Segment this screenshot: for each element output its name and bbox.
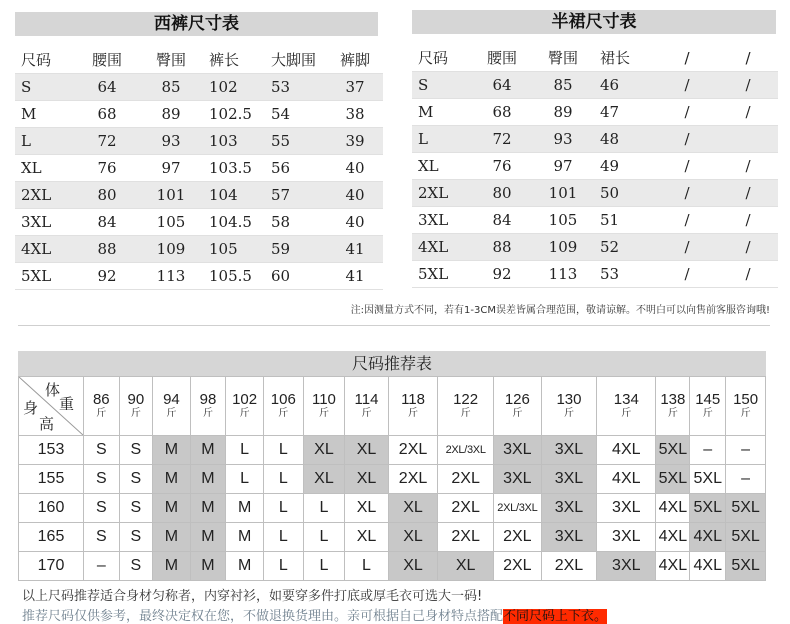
skirt-header-cell: 臀围 (532, 45, 594, 72)
skirt-cell: 92 (472, 261, 532, 288)
pants-cell: 80 (75, 182, 139, 209)
pants-cell: 102.5 (203, 101, 265, 128)
pants-cell: 84 (75, 209, 139, 236)
weight-unit: 斤 (130, 408, 141, 419)
size-cell: S (119, 436, 153, 465)
pants-cell: 97 (139, 155, 203, 182)
height-cell: 160 (19, 494, 84, 523)
skirt-cell: 5XL (412, 261, 472, 288)
skirt-cell: / (718, 207, 778, 234)
size-cell: M (153, 494, 191, 523)
size-cell: L (226, 465, 264, 494)
weight-header-cell (345, 377, 389, 436)
size-cell: 3XL (597, 552, 656, 581)
weight-unit: 斤 (96, 408, 107, 419)
size-cell: L (263, 552, 303, 581)
size-cell: 2XL (438, 523, 494, 552)
weight-header-cell (153, 377, 191, 436)
skirt-cell: 51 (594, 207, 656, 234)
pants-table-title: 西裤尺寸表 (15, 12, 378, 36)
pants-row (15, 74, 383, 101)
size-cell: XL (303, 465, 345, 494)
skirt-cell: / (656, 180, 718, 207)
pants-cell: 37 (327, 74, 383, 101)
weight-value: 145 (695, 391, 721, 408)
pants-header-cell: 大脚围 (265, 47, 327, 74)
size-cell: XL (388, 494, 438, 523)
pants-header-cell: 臀围 (139, 47, 203, 74)
size-cell: S (84, 494, 120, 523)
weight-value: 150 (733, 391, 759, 408)
weight-header-cell (226, 377, 264, 436)
size-cell: L (303, 523, 345, 552)
weight-unit: 斤 (740, 408, 751, 419)
pants-cell: 113 (139, 263, 203, 290)
size-cell: 3XL (541, 436, 596, 465)
skirt-cell: 52 (594, 234, 656, 261)
skirt-cell: 113 (532, 261, 594, 288)
size-recommend-table (18, 376, 766, 581)
weight-header-cell (84, 377, 120, 436)
pants-row (15, 128, 383, 155)
weight-value: 134 (613, 391, 639, 408)
pants-cell: 103.5 (203, 155, 265, 182)
size-cell: 3XL (541, 523, 596, 552)
skirt-cell: L (412, 126, 472, 153)
skirt-cell: M (412, 99, 472, 126)
size-cell: 4XL (656, 552, 690, 581)
pants-cell: 102 (203, 74, 265, 101)
weight-unit: 斤 (408, 408, 419, 419)
skirt-cell: 53 (594, 261, 656, 288)
recommend-row (19, 552, 766, 581)
size-cell: L (345, 552, 389, 581)
weight-header-cell (263, 377, 303, 436)
footer-line-2-text: 推荐尺码仅供参考，最终决定权在您，不做退换货理由。亲可根据自己身材特点搭配 (22, 609, 504, 624)
size-cell: 2XL (493, 523, 541, 552)
skirt-row (412, 207, 778, 234)
skirt-cell: / (718, 261, 778, 288)
pants-cell: 57 (265, 182, 327, 209)
size-cell: L (226, 436, 264, 465)
skirt-cell: 46 (594, 72, 656, 99)
pants-size-table (15, 47, 383, 290)
pants-cell: 105 (139, 209, 203, 236)
size-cell: M (226, 494, 264, 523)
pants-cell: 40 (327, 209, 383, 236)
size-cell: 4XL (690, 523, 726, 552)
size-cell: XL (345, 494, 389, 523)
corner-height-2: 高 (39, 416, 55, 433)
pants-cell: 68 (75, 101, 139, 128)
corner-weight-1: 体 (45, 382, 61, 399)
weight-header-cell (493, 377, 541, 436)
weight-value: 126 (504, 391, 530, 408)
recommend-row (19, 494, 766, 523)
size-cell: 2XL (493, 552, 541, 581)
skirt-cell: 97 (532, 153, 594, 180)
skirt-header-row (412, 45, 778, 72)
recommend-header-row (19, 377, 766, 436)
size-cell: M (190, 523, 226, 552)
size-cell: M (153, 465, 191, 494)
skirt-cell: 72 (472, 126, 532, 153)
pants-cell: 89 (139, 101, 203, 128)
size-cell: 3XL (493, 465, 541, 494)
size-cell: XL (345, 465, 389, 494)
skirt-cell: / (656, 126, 718, 153)
pants-cell: 105 (203, 236, 265, 263)
pants-cell: 41 (327, 263, 383, 290)
skirt-cell: / (656, 72, 718, 99)
weight-header-cell (597, 377, 656, 436)
pants-row (15, 182, 383, 209)
weight-unit: 斤 (460, 408, 471, 419)
size-cell: 3XL (541, 494, 596, 523)
weight-value: 122 (453, 391, 479, 408)
weight-unit: 斤 (239, 408, 250, 419)
skirt-cell: 84 (472, 207, 532, 234)
size-cell: L (263, 465, 303, 494)
pants-row (15, 236, 383, 263)
size-cell: XL (345, 523, 389, 552)
size-cell: M (153, 436, 191, 465)
weight-header-cell (656, 377, 690, 436)
skirt-header-cell: / (718, 45, 778, 72)
weight-header-cell (303, 377, 345, 436)
height-cell: 153 (19, 436, 84, 465)
size-cell: S (119, 523, 153, 552)
measurement-note: 注:因测量方式不同，若有1-3CM误差皆属合理范围，敬请谅解。不明白可以向售前客服咨询哦! (350, 305, 770, 316)
pants-cell: 5XL (15, 263, 75, 290)
pants-cell: 76 (75, 155, 139, 182)
size-cell: 3XL (597, 523, 656, 552)
skirt-cell: / (656, 207, 718, 234)
recommend-row (19, 523, 766, 552)
skirt-cell: / (718, 234, 778, 261)
recommend-row (19, 465, 766, 494)
size-cell: 2XL (388, 465, 438, 494)
weight-header-cell (726, 377, 766, 436)
weight-unit: 斤 (621, 408, 632, 419)
pants-header-cell: 腰围 (75, 47, 139, 74)
pants-cell: S (15, 74, 75, 101)
size-cell: 5XL (690, 465, 726, 494)
pants-cell: 3XL (15, 209, 75, 236)
pants-cell: 58 (265, 209, 327, 236)
pants-cell: 64 (75, 74, 139, 101)
pants-header-cell: 尺码 (15, 47, 75, 74)
pants-cell: 38 (327, 101, 383, 128)
pants-cell: M (15, 101, 75, 128)
size-cell: 3XL (597, 494, 656, 523)
skirt-row (412, 126, 778, 153)
size-cell: 5XL (656, 465, 690, 494)
footer-line-2 (22, 605, 607, 624)
pants-cell: 88 (75, 236, 139, 263)
skirt-row (412, 261, 778, 288)
size-cell: M (190, 436, 226, 465)
weight-unit: 斤 (278, 408, 289, 419)
skirt-cell: 4XL (412, 234, 472, 261)
size-cell: 5XL (726, 494, 766, 523)
pants-cell: 55 (265, 128, 327, 155)
size-cell: S (84, 523, 120, 552)
skirt-cell: 3XL (412, 207, 472, 234)
skirt-row (412, 72, 778, 99)
size-cell: 4XL (656, 523, 690, 552)
size-cell: 3XL (493, 436, 541, 465)
pants-cell: 85 (139, 74, 203, 101)
pants-cell: 39 (327, 128, 383, 155)
corner-height-1: 身 (23, 400, 39, 417)
size-cell: XL (388, 523, 438, 552)
skirt-cell: 109 (532, 234, 594, 261)
skirt-cell: 88 (472, 234, 532, 261)
weight-header-cell (690, 377, 726, 436)
skirt-cell: 76 (472, 153, 532, 180)
corner-diagonal (19, 377, 83, 435)
size-cell: 4XL (690, 552, 726, 581)
size-cell: S (119, 552, 153, 581)
size-cell: 2XL/3XL (438, 436, 494, 465)
corner-weight-2: 重 (59, 396, 75, 413)
weight-unit: 斤 (512, 408, 523, 419)
size-cell: – (690, 436, 726, 465)
size-cell: 5XL (690, 494, 726, 523)
pants-cell: 72 (75, 128, 139, 155)
pants-cell: 56 (265, 155, 327, 182)
skirt-cell: 49 (594, 153, 656, 180)
recommend-table-title: 尺码推荐表 (18, 351, 766, 376)
size-cell: 2XL (438, 494, 494, 523)
skirt-header-cell: 尺码 (412, 45, 472, 72)
skirt-cell: 68 (472, 99, 532, 126)
pants-cell: 93 (139, 128, 203, 155)
pants-cell: 105.5 (203, 263, 265, 290)
weight-header-cell (438, 377, 494, 436)
size-cell: L (263, 494, 303, 523)
size-cell: 3XL (541, 465, 596, 494)
skirt-cell: 89 (532, 99, 594, 126)
weight-header-cell (541, 377, 596, 436)
size-cell: L (303, 552, 345, 581)
pants-cell: 41 (327, 236, 383, 263)
weight-unit: 斤 (702, 408, 713, 419)
size-cell: XL (388, 552, 438, 581)
size-cell: S (84, 436, 120, 465)
size-cell: 4XL (597, 465, 656, 494)
skirt-cell: 93 (532, 126, 594, 153)
pants-cell: 101 (139, 182, 203, 209)
size-cell: XL (438, 552, 494, 581)
weight-value: 118 (401, 391, 425, 408)
weight-value: 98 (199, 391, 217, 408)
weight-header-cell (388, 377, 438, 436)
skirt-cell: XL (412, 153, 472, 180)
skirt-row (412, 234, 778, 261)
size-cell: 5XL (656, 436, 690, 465)
size-cell: XL (345, 436, 389, 465)
size-cell: XL (303, 436, 345, 465)
skirt-cell: 47 (594, 99, 656, 126)
skirt-cell (718, 126, 778, 153)
skirt-cell: 85 (532, 72, 594, 99)
pants-cell: 40 (327, 182, 383, 209)
height-cell: 155 (19, 465, 84, 494)
pants-cell: 54 (265, 101, 327, 128)
size-cell: – (84, 552, 120, 581)
size-cell: M (226, 523, 264, 552)
weight-unit: 斤 (563, 408, 574, 419)
skirt-cell: 48 (594, 126, 656, 153)
pants-row (15, 101, 383, 128)
weight-unit: 斤 (667, 408, 678, 419)
height-cell: 165 (19, 523, 84, 552)
weight-value: 110 (311, 391, 336, 408)
skirt-header-cell: / (656, 45, 718, 72)
recommend-row (19, 436, 766, 465)
pants-cell: 103 (203, 128, 265, 155)
skirt-cell: / (718, 153, 778, 180)
size-cell: L (263, 523, 303, 552)
pants-header-cell: 裤长 (203, 47, 265, 74)
pants-cell: 104 (203, 182, 265, 209)
pants-row (15, 263, 383, 290)
size-cell: M (190, 494, 226, 523)
pants-cell: 104.5 (203, 209, 265, 236)
skirt-cell: / (718, 99, 778, 126)
pants-cell: 59 (265, 236, 327, 263)
weight-value: 90 (127, 391, 145, 408)
skirt-cell: 64 (472, 72, 532, 99)
weight-unit: 斤 (318, 408, 329, 419)
size-cell: S (119, 494, 153, 523)
size-cell: M (226, 552, 264, 581)
skirt-cell: / (656, 234, 718, 261)
weight-value: 114 (354, 391, 379, 408)
footer-highlight: 不同尺码上下衣。 (503, 609, 608, 624)
skirt-cell: 50 (594, 180, 656, 207)
size-cell: – (726, 436, 766, 465)
weight-value: 138 (660, 391, 686, 408)
size-cell: 2XL (438, 465, 494, 494)
skirt-size-table (412, 45, 778, 288)
skirt-row (412, 99, 778, 126)
size-cell: 4XL (597, 436, 656, 465)
skirt-cell: S (412, 72, 472, 99)
skirt-header-cell: 腰围 (472, 45, 532, 72)
height-cell: 170 (19, 552, 84, 581)
size-cell: 4XL (656, 494, 690, 523)
skirt-table-title: 半裙尺寸表 (412, 10, 776, 34)
size-cell: M (190, 552, 226, 581)
pants-cell: 109 (139, 236, 203, 263)
pants-header-cell: 裤脚 (327, 47, 383, 74)
weight-value: 94 (163, 391, 180, 408)
size-cell: 2XL (541, 552, 596, 581)
skirt-header-cell: 裙长 (594, 45, 656, 72)
size-cell: L (263, 436, 303, 465)
skirt-cell: 80 (472, 180, 532, 207)
skirt-cell: / (656, 99, 718, 126)
size-cell: – (726, 465, 766, 494)
weight-value: 106 (270, 391, 296, 408)
size-cell: S (119, 465, 153, 494)
weight-unit: 斤 (202, 408, 213, 419)
weight-unit: 斤 (361, 408, 372, 419)
size-cell: 5XL (726, 523, 766, 552)
size-cell: M (153, 552, 191, 581)
weight-value: 86 (92, 391, 110, 408)
size-cell: 2XL (388, 436, 438, 465)
pants-cell: 2XL (15, 182, 75, 209)
skirt-cell: 101 (532, 180, 594, 207)
weight-header-cell (119, 377, 153, 436)
size-cell: M (153, 523, 191, 552)
pants-cell: 53 (265, 74, 327, 101)
footer-line-1: 以上尺码推荐适合身材匀称者，内穿衬衫，如要穿多件打底或厚毛衣可选大一码! (22, 589, 483, 604)
pants-row (15, 209, 383, 236)
skirt-cell: / (718, 180, 778, 207)
weight-header-cell (190, 377, 226, 436)
pants-cell: XL (15, 155, 75, 182)
pants-cell: 4XL (15, 236, 75, 263)
pants-header-row (15, 47, 383, 74)
size-cell: S (84, 465, 120, 494)
corner-cell (19, 377, 84, 436)
skirt-row (412, 153, 778, 180)
section-divider (18, 325, 770, 326)
skirt-cell: 2XL (412, 180, 472, 207)
skirt-cell: 105 (532, 207, 594, 234)
pants-cell: 60 (265, 263, 327, 290)
size-cell: M (190, 465, 226, 494)
skirt-row (412, 180, 778, 207)
size-cell: 5XL (726, 552, 766, 581)
weight-value: 102 (232, 391, 258, 408)
weight-value: 130 (556, 391, 582, 408)
size-cell: L (303, 494, 345, 523)
size-cell: 2XL/3XL (493, 494, 541, 523)
pants-cell: 92 (75, 263, 139, 290)
pants-cell: L (15, 128, 75, 155)
pants-row (15, 155, 383, 182)
skirt-cell: / (656, 153, 718, 180)
pants-cell: 40 (327, 155, 383, 182)
skirt-cell: / (656, 261, 718, 288)
skirt-cell: / (718, 72, 778, 99)
weight-unit: 斤 (166, 408, 177, 419)
